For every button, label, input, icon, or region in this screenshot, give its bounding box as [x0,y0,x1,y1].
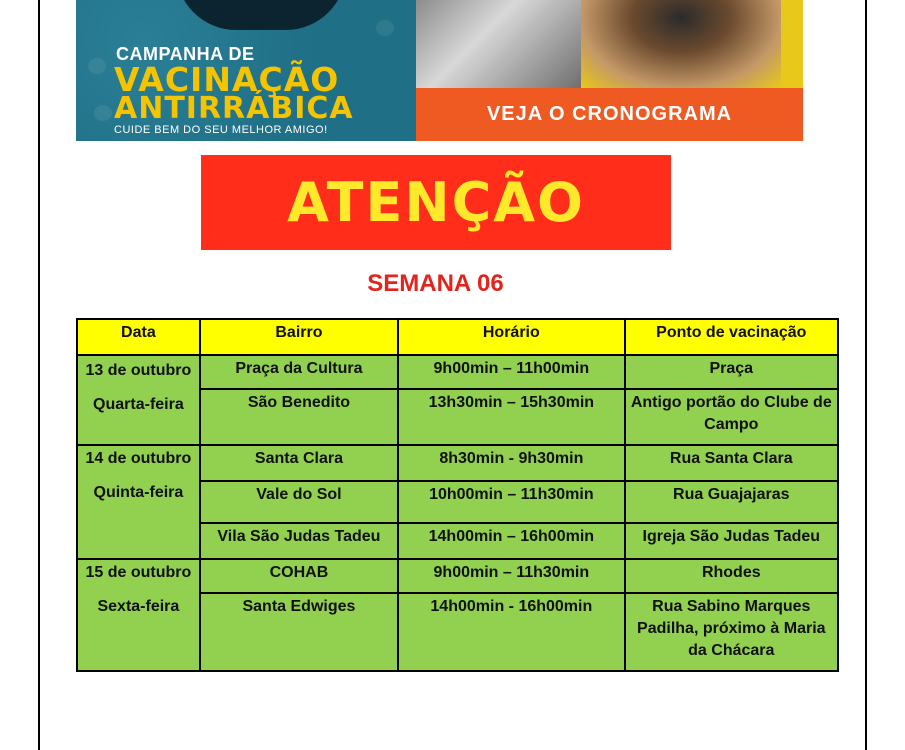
horario-cell: 14h00min – 16h00min [398,523,624,559]
ponto-cell: Igreja São Judas Tadeu [625,523,838,559]
bairro-cell: Vale do Sol [200,481,398,523]
campaign-title-line2: ANTIRRÁBICA [114,91,354,126]
weekday-text: Quinta-feira [93,484,184,501]
campaign-title-line1: VACINAÇÃO [114,60,340,99]
ponto-cell: Rua Guajajaras [625,481,838,523]
bairro-cell: São Benedito [200,389,398,445]
table-header-row [77,319,838,355]
bairro-cell: COHAB [200,559,398,593]
ponto-cell: Rua Sabino Marques Padilha, próximo à Maria da Chácara [625,593,838,671]
paw-icon [88,58,106,74]
bairro-cell: Santa Clara [200,445,398,481]
horario-cell: 14h00min - 16h00min [398,593,624,671]
date-cell [77,445,200,559]
date-cell [77,559,200,671]
date-text: 14 de outubro [85,450,192,467]
table-row [77,355,838,389]
horario-cell: 8h30min - 9h30min [398,445,624,481]
horario-cell: 13h30min – 15h30min [398,389,624,445]
weekday-text: Sexta-feira [97,598,180,615]
header-bairro: Bairro [200,319,398,355]
page-border-right [865,0,867,750]
date-text: 13 de outubro [85,362,192,379]
table-row [77,559,838,593]
ponto-cell: Rua Santa Clara [625,445,838,481]
weekday-text: Quarta-feira [93,396,184,413]
paw-icon [376,20,394,36]
cat-photo [416,0,581,88]
campaign-banner [76,0,803,141]
bairro-cell: Praça da Cultura [200,355,398,389]
bairro-cell: Vila São Judas Tadeu [200,523,398,559]
page-border-left [38,0,40,750]
date-text: 15 de outubro [85,564,192,581]
header-ponto: Ponto de vacinação [625,319,838,355]
attention-banner [201,155,671,250]
header-horario: Horário [398,319,624,355]
vaccination-schedule-table [76,318,839,672]
dog-photo [581,0,781,88]
paw-print-graphic [176,0,346,30]
ponto-cell: Antigo portão do Clube de Campo [625,389,838,445]
week-title: SEMANA 06 [367,270,504,297]
horario-cell: 9h00min – 11h00min [398,355,624,389]
paw-icon [94,105,112,121]
date-cell [77,355,200,445]
campaign-label: CAMPANHA DE [116,44,255,64]
schedule-cta: VEJA O CRONOGRAMA [416,88,803,141]
bairro-cell: Santa Edwiges [200,593,398,671]
horario-cell: 10h00min – 11h30min [398,481,624,523]
ponto-cell: Rhodes [625,559,838,593]
campaign-tagline: CUIDE BEM DO SEU MELHOR AMIGO! [114,124,328,136]
horario-cell: 9h00min – 11h30min [398,559,624,593]
attention-text: ATENÇÃO [287,171,585,234]
ponto-cell: Praça [625,355,838,389]
header-data: Data [77,319,200,355]
table-row [77,445,838,481]
